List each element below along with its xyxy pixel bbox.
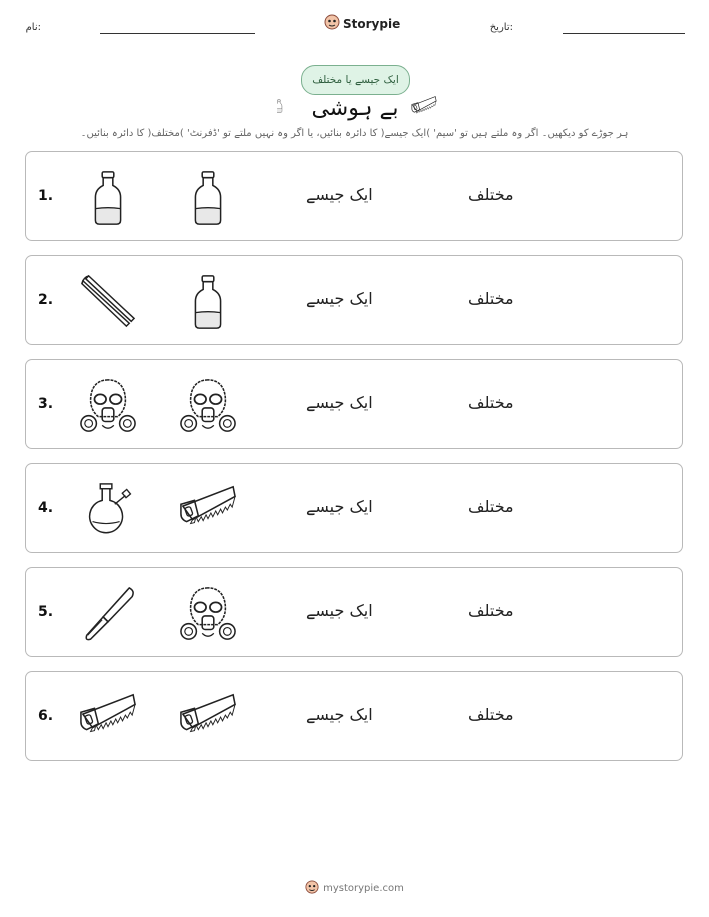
footer [0, 880, 709, 897]
storypie-mascot-icon [305, 880, 319, 897]
round-flask-icon [78, 481, 138, 539]
gas-mask-icon [178, 377, 238, 435]
saw-icon [78, 689, 138, 747]
same-option[interactable]: ایک جیسے [306, 705, 373, 724]
question-row [25, 567, 683, 657]
saw-icon [408, 94, 440, 120]
different-option[interactable]: مختلف [468, 497, 514, 516]
saw-icon [178, 481, 238, 539]
same-option[interactable]: ایک جیسے [306, 497, 373, 516]
question-row [25, 359, 683, 449]
question-number: 2. [38, 292, 54, 308]
different-option[interactable]: مختلف [468, 393, 514, 412]
question-row [25, 671, 683, 761]
brand-logo [324, 14, 400, 34]
worksheet-type-badge: ایک جیسے یا مختلف [301, 65, 410, 95]
same-option[interactable]: ایک جیسے [306, 289, 373, 308]
same-option[interactable]: ایک جیسے [306, 393, 373, 412]
question-number: 6. [38, 708, 54, 724]
bottle-icon [178, 273, 238, 331]
bottle-icon [277, 93, 293, 119]
scalpel-icon [78, 585, 138, 643]
footer-url[interactable]: mystorypie.com [323, 883, 404, 894]
storypie-mascot-icon [324, 14, 340, 34]
instructions: ہر جوڑے کو دیکھیں۔ اگر وہ ملتے ہیں تو 'سیم' )ایک جیسے( کا دائرہ بنائیں، یا اگر وہ نہیں ملتے تو 'ڈفرنٹ' )مختلف( کا دائرہ بنائیں۔ [80, 128, 629, 139]
same-option[interactable]: ایک جیسے [306, 601, 373, 620]
gas-mask-icon [78, 377, 138, 435]
saw-icon [178, 689, 238, 747]
different-option[interactable]: مختلف [468, 185, 514, 204]
different-option[interactable]: مختلف [468, 289, 514, 308]
brand-name: Storypie [343, 17, 401, 31]
bottle-icon [78, 169, 138, 227]
question-number: 4. [38, 500, 54, 516]
name-line[interactable] [100, 33, 255, 34]
date-line[interactable] [563, 33, 685, 34]
tweezers-icon [78, 273, 138, 331]
question-row [25, 255, 683, 345]
question-row [25, 463, 683, 553]
question-row [25, 151, 683, 241]
date-label: تاریخ: [489, 22, 513, 33]
page-title: بے ہوشی [311, 96, 399, 121]
question-number: 3. [38, 396, 54, 412]
name-label: نام: [25, 22, 41, 33]
question-number: 5. [38, 604, 54, 620]
different-option[interactable]: مختلف [468, 705, 514, 724]
different-option[interactable]: مختلف [468, 601, 514, 620]
question-number: 1. [38, 188, 54, 204]
same-option[interactable]: ایک جیسے [306, 185, 373, 204]
bottle-icon [178, 169, 238, 227]
gas-mask-icon [178, 585, 238, 643]
